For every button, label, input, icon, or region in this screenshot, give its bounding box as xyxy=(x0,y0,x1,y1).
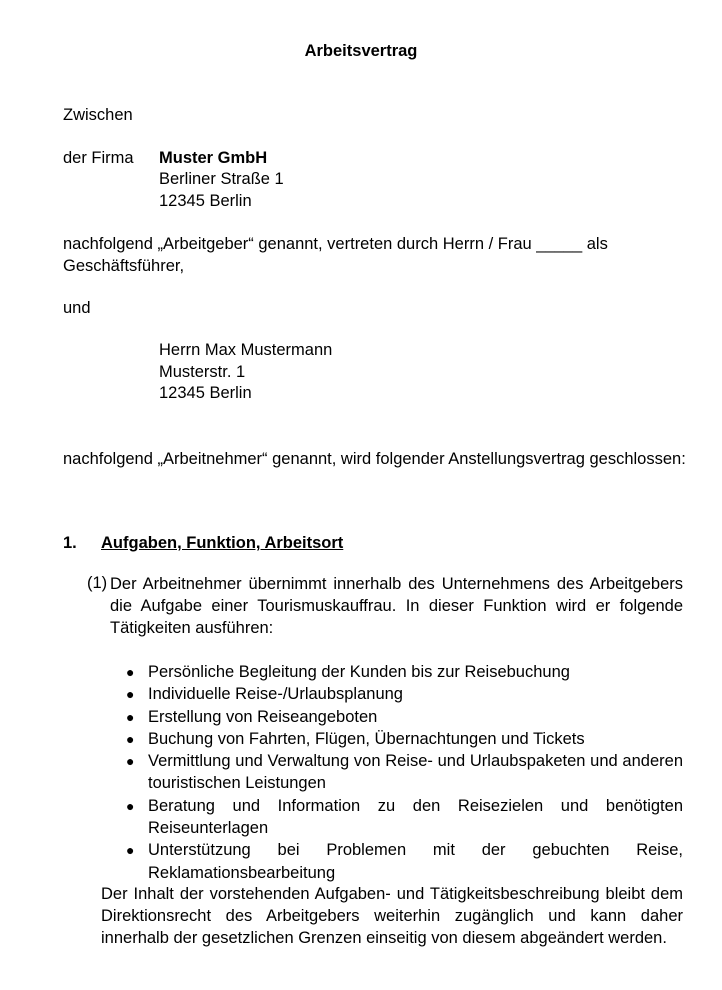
employer-city: 12345 Berlin xyxy=(159,192,252,210)
document-title: Arbeitsvertrag xyxy=(304,42,418,60)
task-text: Vermittlung und Verwaltung von Reise- und Urlaubspaketen und anderen touristischen Leistungen xyxy=(148,752,683,793)
employer-note: nachfolgend „Arbeitgeber“ genannt, vertreten durch Herrn / Frau _____ als Geschäftsführer, xyxy=(63,235,608,275)
bullet-icon: ● xyxy=(126,664,135,680)
bullet-icon: ● xyxy=(126,730,135,747)
section-number: 1. xyxy=(63,534,77,552)
list-item xyxy=(124,750,683,795)
list-item xyxy=(124,683,683,705)
employer-street: Berliner Straße 1 xyxy=(159,170,284,188)
intro-text: Zwischen xyxy=(63,106,133,124)
bullet-icon: ● xyxy=(126,708,135,725)
employer-name: Muster GmbH xyxy=(159,149,268,167)
list-item xyxy=(124,728,683,750)
bullet-icon: ● xyxy=(126,686,135,703)
task-text: Persönliche Begleitung der Kunden bis zur Reisebuchung xyxy=(148,663,570,681)
bullet-icon: ● xyxy=(126,797,135,814)
employer-label: der Firma xyxy=(63,149,134,167)
task-text: Buchung von Fahrten, Flügen, Übernachtungen und Tickets xyxy=(148,729,585,748)
employee-city: 12345 Berlin xyxy=(159,384,252,402)
list-item xyxy=(124,661,683,683)
clause-number: (1) xyxy=(87,574,108,592)
closing-paragraph: Der Inhalt der vorstehenden Aufgaben- und Tätigkeitsbeschreibung bleibt dem Direktionsrecht des Arbeitgebers weiterhin zugänglich und kann daher innerhalb der gesetzlichen Grenzen einseitig von diesem abgeändert werden. xyxy=(101,885,683,947)
bullet-icon: ● xyxy=(126,842,135,859)
employee-name: Herrn Max Mustermann xyxy=(159,341,333,359)
and-text: und xyxy=(63,299,91,317)
list-item xyxy=(124,839,683,884)
bullet-icon: ● xyxy=(126,753,135,770)
task-text: Erstellung von Reiseangeboten xyxy=(148,707,378,726)
section-title: Aufgaben, Funktion, Arbeitsort xyxy=(101,534,344,552)
employee-street: Musterstr. 1 xyxy=(159,363,246,381)
task-list xyxy=(124,661,683,884)
list-item xyxy=(124,795,683,840)
task-text: Unterstützung bei Problemen mit der gebuchten Reise, Reklamationsbearbeitung xyxy=(148,841,683,882)
employee-note: nachfolgend „Arbeitnehmer“ genannt, wird folgender Anstellungsvertrag geschlossen: xyxy=(63,450,686,468)
task-text: Individuelle Reise-/Urlaubsplanung xyxy=(148,685,403,704)
clause-text: Der Arbeitnehmer übernimmt innerhalb des Unternehmens des Arbeitgebers die Aufgabe einer Tourismuskauffrau. In dieser Funktion wird er folgende Tätigkeiten ausführen: xyxy=(110,575,683,637)
list-item xyxy=(124,706,683,728)
task-text: Beratung und Information zu den Reisezielen und benötigten Reiseunterlagen xyxy=(148,796,683,838)
